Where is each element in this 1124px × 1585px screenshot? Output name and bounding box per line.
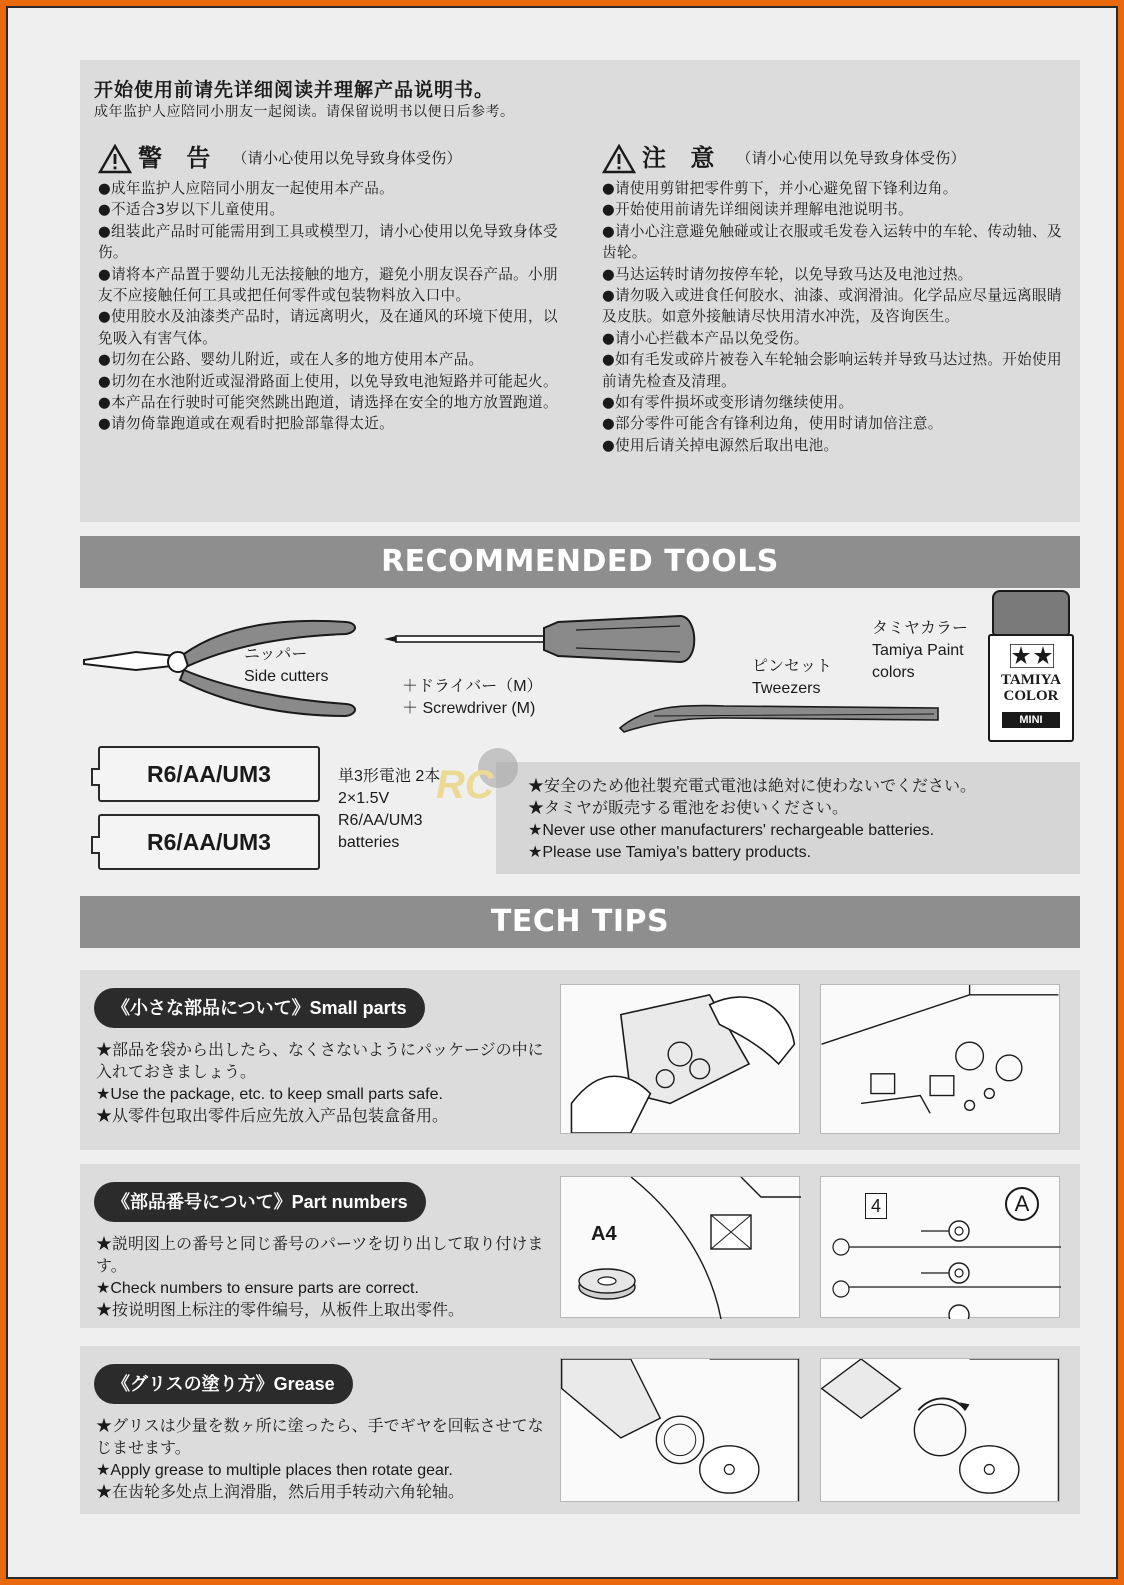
paint-label	[872, 618, 968, 684]
caution-title: 注 意	[642, 144, 723, 173]
tweezers-en: Tweezers	[752, 680, 821, 697]
tweezers-icon	[614, 700, 944, 736]
battery-note: ★タミヤが販売する電池をお使いください。	[528, 800, 849, 817]
battery-spec-jp: 単3形電池 2本	[338, 768, 441, 785]
paint-can-brand: TAMIYA	[1000, 672, 1061, 688]
tech-tips-banner: TECH TIPS	[80, 896, 1080, 948]
caution-column	[602, 144, 1072, 456]
small-parts-box-illustration	[820, 984, 1060, 1134]
paint-can	[988, 590, 1074, 742]
warning-line: ●使用胶水及油漆类产品时，请远离明火，及在通风的环境下使用，以免吸入有害气体。	[98, 308, 558, 347]
tip-part-numbers	[80, 1164, 1080, 1328]
safety-heading: 开始使用前请先详细阅读并理解产品说明书。	[94, 79, 495, 101]
caution-line: ●使用后请关掉电源然后取出电池。	[602, 436, 839, 454]
caution-line: ●请小心拦截本产品以免受伤。	[602, 329, 809, 347]
small-parts-line: ★部品を袋から出したら、なくさないようにパッケージの中に入れておきましょう。	[96, 1042, 544, 1081]
part-numbers-line: ★按说明图上标注的零件编号，从板件上取出零件。	[96, 1302, 465, 1319]
warning-line: ●本产品在行驶时可能突然跳出跑道，请选择在安全的地方放置跑道。	[98, 394, 558, 412]
tweezers-label	[752, 656, 832, 700]
warning-line: ●组装此产品时可能需用到工具或模型刀，请小心使用以免导致身体受伤。	[98, 222, 558, 262]
warning-paren: （请小心使用以免导致身体受伤）	[232, 149, 462, 168]
battery-spec	[338, 766, 440, 854]
part-numbers-pill: 《部品番号について》Part numbers	[94, 1182, 426, 1222]
small-parts-text	[96, 1040, 556, 1128]
small-parts-line: ★Use the package, etc. to keep small parts safe.	[96, 1086, 443, 1103]
tip-small-parts	[80, 970, 1080, 1150]
tamiya-star-logo	[1010, 644, 1054, 668]
battery-spec-type: R6/AA/UM3	[338, 812, 423, 829]
screwdriver-en: ＋ Screwdriver (M)	[402, 700, 536, 717]
grease-line: ★グリスは少量を数ヶ所に塗ったら、手でギヤを回転させてなじませます。	[96, 1418, 544, 1457]
grease-line: ★Apply grease to multiple places then rotate gear.	[96, 1462, 453, 1479]
small-parts-line: ★从零件包取出零件后应先放入产品包装盒备用。	[96, 1108, 449, 1125]
warning-line: ●不适合3岁以下儿童使用。	[98, 201, 285, 219]
caution-triangle-icon	[602, 144, 636, 174]
warning-triangle-icon	[98, 144, 132, 174]
battery-notes-box	[496, 762, 1080, 874]
grease-rotate-illustration	[820, 1358, 1060, 1502]
instruction-page	[6, 6, 1118, 1579]
caution-line: ●如有毛发或碎片被卷入车轮轴会影响运转并导致马达过热。开始使用前请先检查及清理。	[602, 351, 1062, 390]
warning-line: ●成年监护人应陪同小朋友一起使用本产品。	[98, 180, 395, 197]
warning-line: ●请将本产品置于婴幼儿无法接触的地方，避免小朋友误吞产品。小朋友不应接触任何工具或把任何零件或包装物料放入口中。	[98, 265, 558, 305]
grease-apply-illustration	[560, 1358, 800, 1502]
caution-line: ●请勿吸入或进食任何胶水、油漆、或润滑油。化学品应尽量远离眼睛及皮肤。如意外接触请尽快用清水冲洗，及咨询医生。	[602, 287, 1062, 326]
paint-can-mini: MINI	[1002, 712, 1060, 728]
caution-line: ●请使用剪钳把零件剪下，并小心避免留下锋利边角。	[602, 180, 958, 197]
battery-spec-voltage: 2×1.5V	[338, 790, 390, 807]
battery-note: ★Please use Tamiya's battery products.	[528, 844, 812, 861]
caution-line: ●马达运转时请勿按停车轮，以免导致马达及电池过热。	[602, 265, 973, 283]
grease-line: ★在齿轮多处点上润滑脂，然后用手转动六角轮轴。	[96, 1484, 465, 1501]
tweezers-jp: ピンセット	[752, 658, 833, 675]
screwdriver-label	[402, 676, 543, 720]
battery-note: ★Never use other manufacturers' rechargeable batteries.	[528, 822, 935, 839]
caution-line: ●请小心注意避免触碰或让衣服或毛发卷入运转中的车轮、传动轴、及齿轮。	[602, 222, 1062, 262]
paint-en-1: Tamiya Paint	[872, 642, 964, 659]
safety-box	[80, 60, 1080, 522]
part-a4-illustration	[560, 1176, 800, 1318]
paint-en-2: colors	[872, 664, 915, 681]
warning-line: ●切勿在水池附近或湿滑路面上使用，以免导致电池短路并可能起火。	[98, 372, 558, 390]
part-numbers-line: ★Check numbers to ensure parts are correct.	[96, 1280, 419, 1297]
part-numbers-text	[96, 1234, 556, 1322]
caution-line: ●开始使用前请先详细阅读并理解电池说明书。	[602, 201, 913, 219]
battery-1: R6/AA/UM3	[98, 746, 320, 802]
watermark-logo	[428, 746, 578, 826]
side-cutters-en: Side cutters	[244, 668, 329, 685]
small-parts-pill: 《小さな部品について》Small parts	[94, 988, 425, 1028]
caution-paren: （请小心使用以免导致身体受伤）	[736, 149, 966, 168]
part-a4-label: A4	[591, 1223, 617, 1245]
screwdriver-jp: ＋ドライバー（M）	[402, 678, 543, 695]
caution-line: ●如有零件损坏或变形请勿继续使用。	[602, 394, 854, 412]
screwdriver-icon	[380, 612, 704, 666]
side-cutters-label	[244, 644, 328, 688]
runner-number: 4	[865, 1193, 887, 1219]
warning-column	[98, 144, 568, 435]
safety-subheading: 成年监护人应陪同小朋友一起阅读。请保留说明书以便日后参考。	[94, 104, 515, 120]
part-numbers-line: ★説明図上の番号と同じ番号のパーツを切り出して取り付けます。	[96, 1236, 544, 1275]
caution-line: ●部分零件可能含有锋利边角，使用时请加倍注意。	[602, 415, 943, 433]
runner-a-illustration	[820, 1176, 1060, 1318]
grease-text	[96, 1416, 556, 1504]
warning-title: 警 告	[138, 144, 219, 173]
paint-jp: タミヤカラー	[872, 620, 969, 637]
svg-text:RC: RC	[436, 763, 494, 807]
warning-line: ●切勿在公路、婴幼儿附近，或在人多的地方使用本产品。	[98, 351, 484, 369]
tip-grease	[80, 1346, 1080, 1514]
recommended-tools-banner: RECOMMENDED TOOLS	[80, 536, 1080, 588]
grease-pill: 《グリスの塗り方》Grease	[94, 1364, 353, 1404]
battery-spec-en: batteries	[338, 834, 400, 851]
warning-line: ●请勿倚靠跑道或在观看时把脸部靠得太近。	[98, 415, 395, 433]
battery-2: R6/AA/UM3	[98, 814, 320, 870]
side-cutters-jp: ニッパー	[244, 646, 308, 663]
small-parts-bag-illustration	[560, 984, 800, 1134]
battery-note: ★安全のため他社製充電式電池は絶対に使わないでください。	[528, 778, 977, 795]
runner-letter: A	[1005, 1187, 1039, 1221]
paint-can-color: COLOR	[1003, 688, 1059, 704]
